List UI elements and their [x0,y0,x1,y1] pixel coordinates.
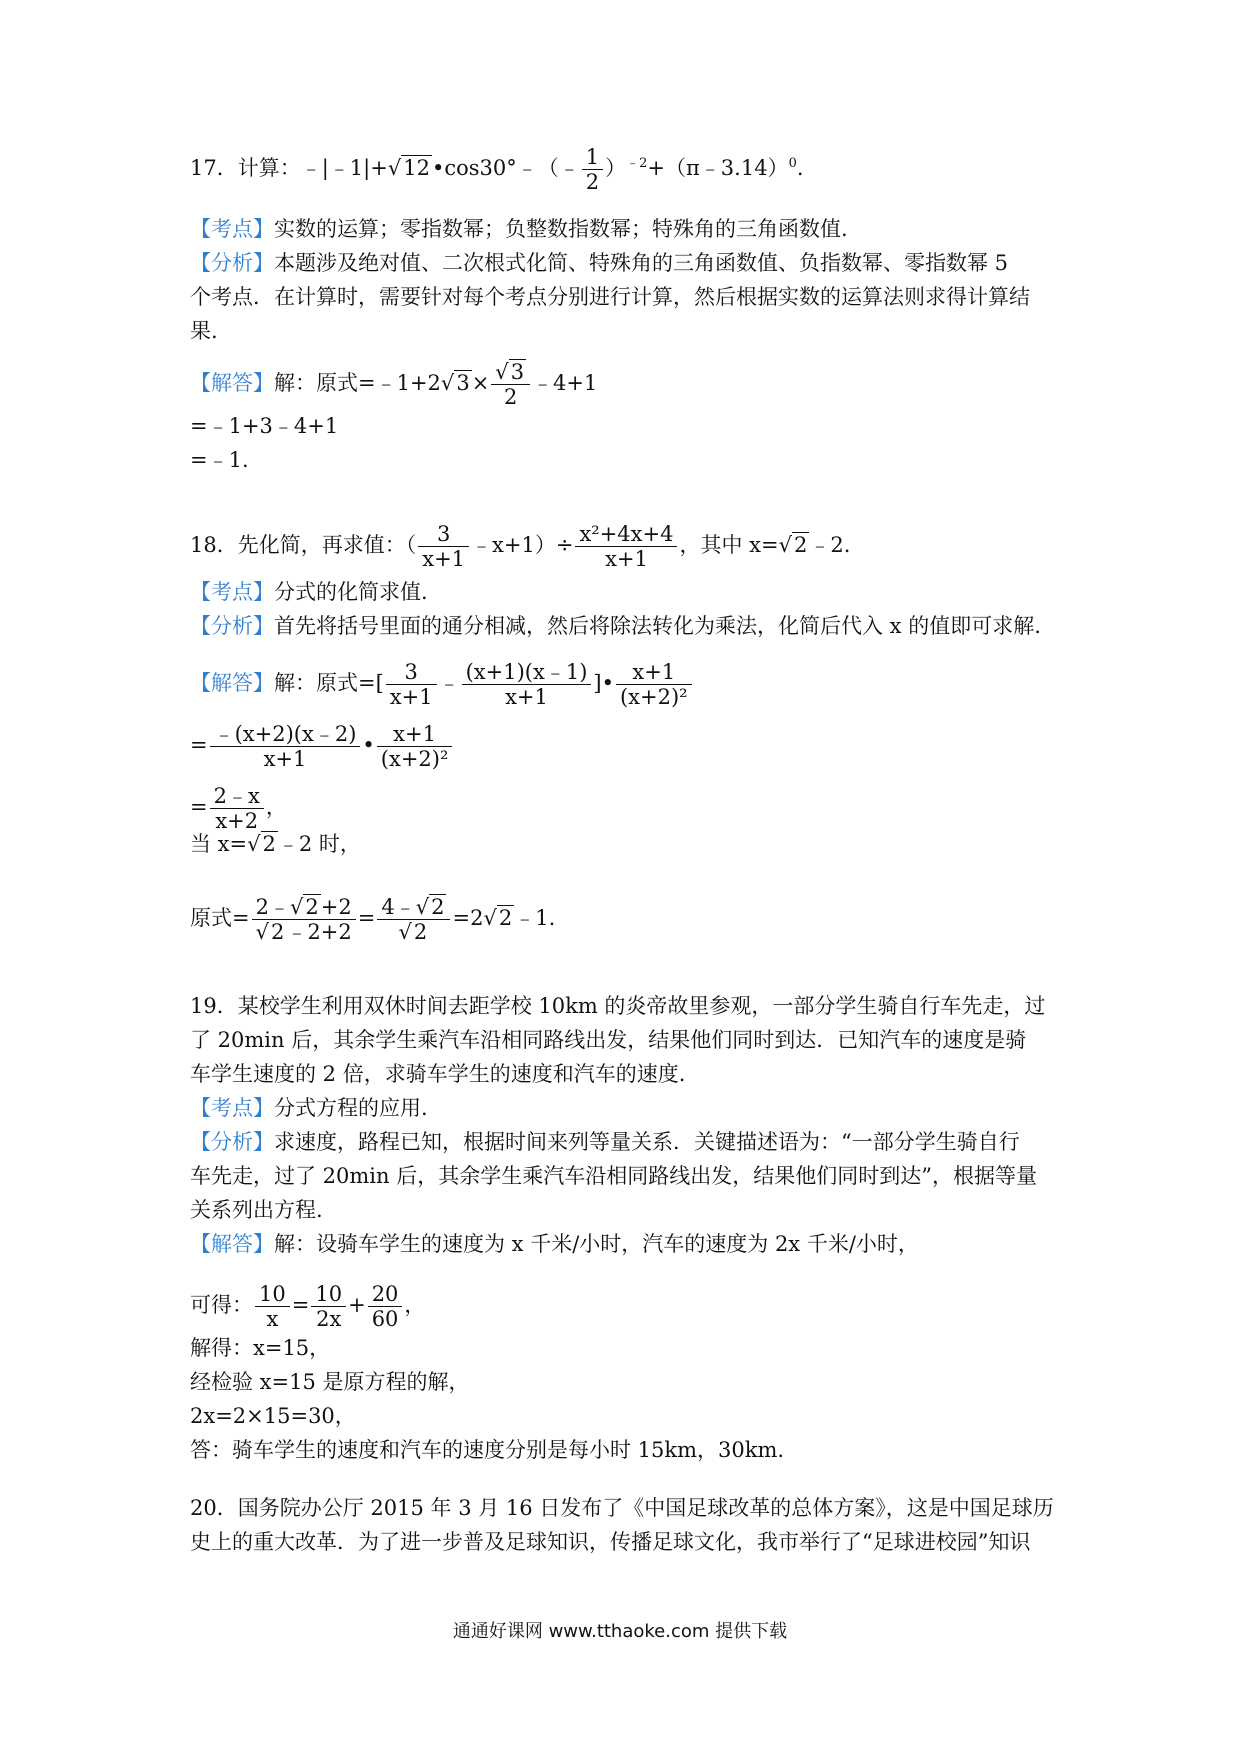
q19-step-2: 经检验 x=15 是原方程的解， [190,1370,470,1394]
q20-stem-2: 史上的重大改革．为了进一步普及足球知识，传播足球文化，我市举行了“足球进校园”知识 [190,1530,1031,1554]
fraction-3-over-x1: $\frac{3}{x+1}$ [418,522,469,571]
q19-step-1: 解得：x=15， [190,1336,331,1360]
q19-fenxi-1: 【分析】求速度，路程已知，根据时间来列等量关系．关键描述语为：“一部分学生骑自行 [190,1130,1020,1154]
q19-fenxi-3: 关系列出方程. [190,1198,323,1222]
q17-jieda: 【解答】解：原式=﹣1+2√3× $\frac{√3}{2}$ ﹣4+1 [190,360,598,409]
sqrt-12: √12 [387,156,430,180]
sqrt-2: √2 [778,533,808,557]
q18-final: 原式= $\frac{2﹣√2+2}{√2﹣2+2}$ = $\frac{4﹣√2}{√2}$ =2√2﹣1. [190,895,556,944]
page-footer: 通通好课网 www.tthaoke.com 提供下载 [452,1621,788,1642]
fraction-sqrt3-over-2: $\frac{√3}{2}$ [491,360,530,409]
q18-fenxi: 【分析】首先将括号里面的通分相减，然后将除法转化为乘法，化简后代入 x 的值即可求解. [190,614,1041,638]
q19-stem-2: 了 20min 后，其余学生乘汽车沿相同路线出发，结果他们同时到达．已知汽车的速度是骑 [190,1028,1027,1052]
q17-fenxi-1: 【分析】本题涉及绝对值、二次根式化简、特殊角的三角函数值、负指数幂、零指数幂 5 [190,251,1009,275]
q19-stem-3: 车学生速度的 2 倍，求骑车学生的速度和汽车的速度. [190,1062,686,1086]
q20-stem-1: 20．国务院办公厅 2015 年 3 月 16 日发布了《中国足球改革的总体方案》，这是中国足球历 [190,1496,1054,1520]
q17-step-2: =﹣1+3﹣4+1 [190,414,339,438]
q19-equation: 可得： $\frac{10}{x}$ = $\frac{10}{2x}$ + $\frac{20}{60}$ ， [190,1282,426,1331]
q17-fenxi-3: 果. [190,319,218,343]
q19-jieda: 【解答】解：设骑车学生的速度为 x 千米/小时，汽车的速度为 2x 千米/小时， [190,1232,919,1256]
q17-step-3: =﹣1. [190,448,249,472]
q17-fenxi-2: 个考点．在计算时，需要针对每个考点分别进行计算，然后根据实数的运算法则求得计算结 [190,285,1030,309]
fraction-one-half: $\frac{1}{2}$ [582,145,603,194]
fraction-quadratic-over-x1: $\frac{\text{x²+4x+4}}{x+1}$ [575,522,677,571]
q19-answer: 答：骑车学生的速度和汽车的速度分别是每小时 15km，30km. [190,1438,785,1462]
sqrt-3: √3 [440,371,470,395]
q17-stem: 17．计算：﹣|﹣1|+√12•cos30°﹣（﹣ $\frac{1}{2}$ ）$^{﹣2}$+（π﹣3.14）$^0$. [190,145,804,194]
q18-jieda: 【解答】解：原式=[ $\frac{3}{x+1}$ ﹣ $\frac{(x+1)(x﹣1)}{x+1}$ ]• $\frac{x+1}{\text{(x+2)²}}$ [190,660,694,709]
q19-kaodian: 【考点】分式方程的应用. [190,1096,428,1120]
q17-kaodian: 【考点】实数的运算；零指数幂；负整数指数幂；特殊角的三角函数值. [190,217,848,241]
q19-step-3: 2x=2×15=30， [190,1404,356,1428]
q19-stem-1: 19．某校学生利用双休时间去距学校 10km 的炎帝故里参观，一部分学生骑自行车先走，过 [190,994,1046,1018]
q18-step-3: = $\frac{2﹣x}{x+2}$ ， [190,784,287,833]
q18-when: 当 x=√2﹣2 时， [190,832,361,856]
q18-step-2: = $\frac{﹣(x+2)(x﹣2)}{x+1}$ • $\frac{x+1}{\text{(x+2)²}}$ [190,722,454,771]
q18-kaodian: 【考点】分式的化简求值. [190,580,428,604]
q18-stem: 18．先化简，再求值：（ $\frac{3}{x+1}$ ﹣x+1）÷ $\frac{\text{x²+4x+4}}{x+1}$ ，其中 x=√2﹣2. [190,522,851,571]
q19-fenxi-2: 车先走，过了 20min 后，其余学生乘汽车沿相同路线出发，结果他们同时到达”，根据等量 [190,1164,1037,1188]
